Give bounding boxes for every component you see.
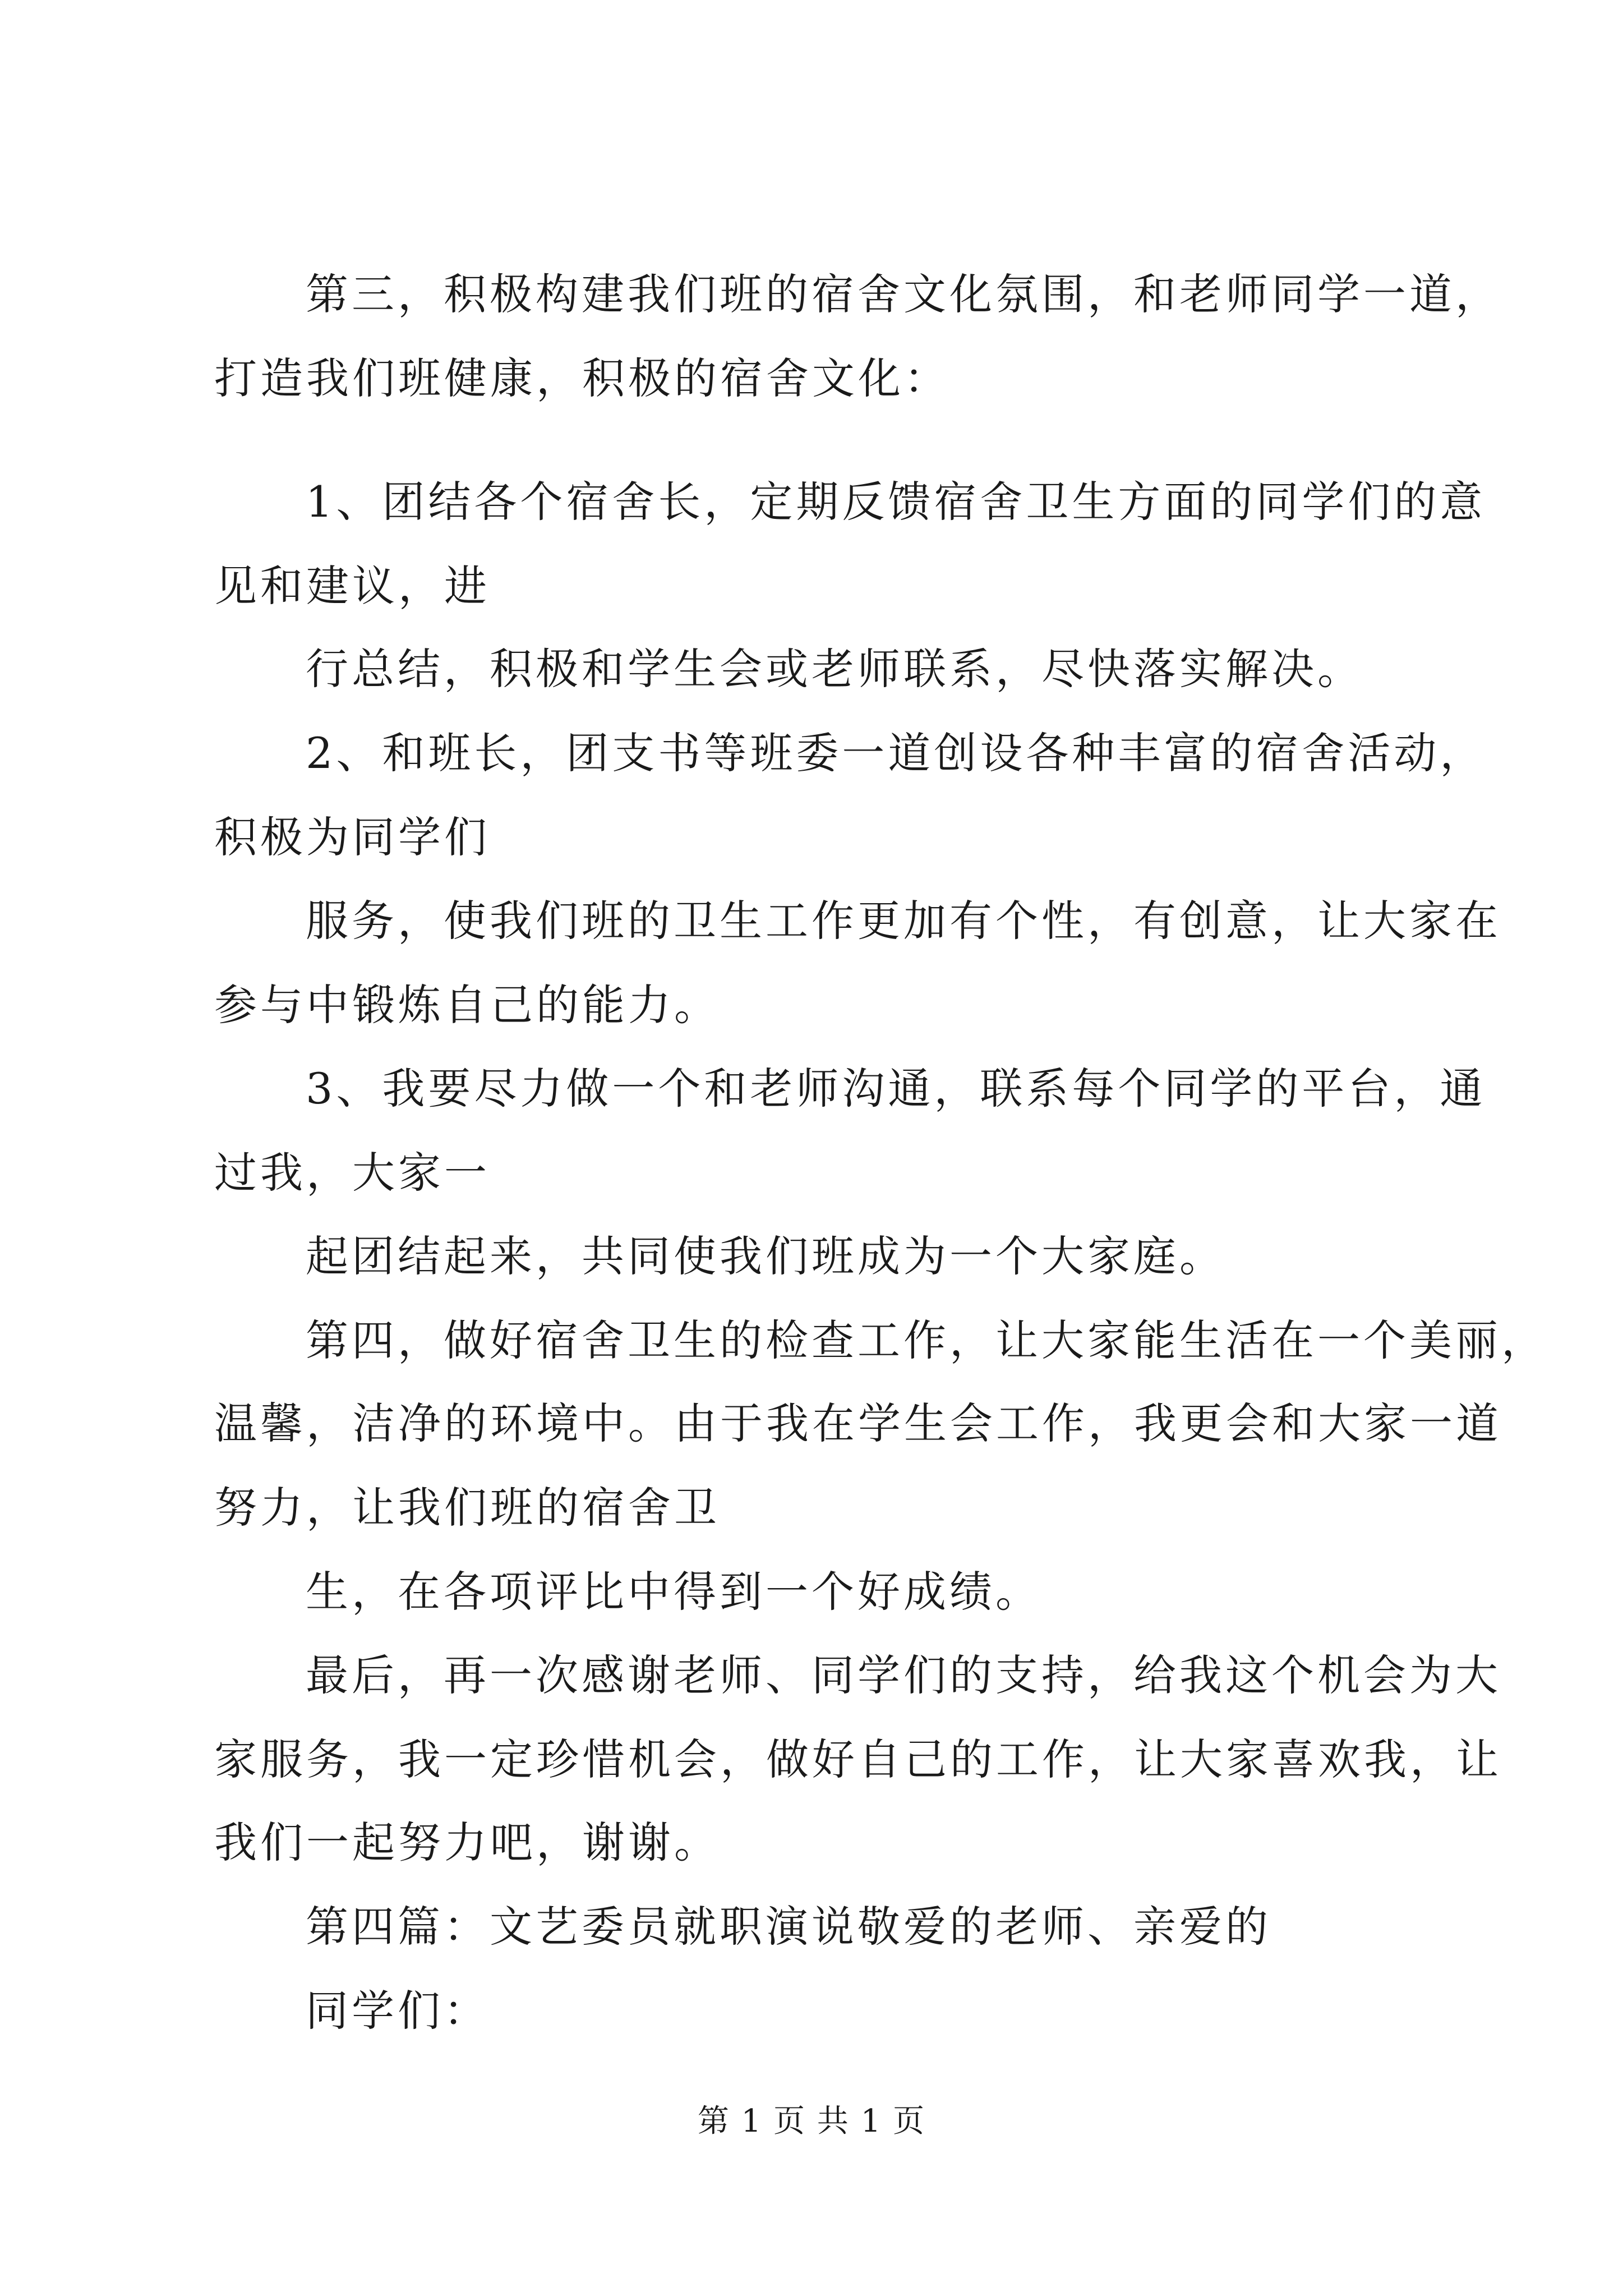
paragraph-line: 服务，使我们班的卫生工作更加有个性，有创意，让大家在 <box>306 896 1501 946</box>
section-heading-line: 第四篇：文艺委员就职演说敬爱的老师、亲爱的 <box>306 1902 1271 1952</box>
page-number-footer: 第 1 页 共 1 页 <box>697 2103 926 2139</box>
paragraph-line: 温馨，洁净的环境中。由于我在学生会工作，我更会和大家一道 <box>214 1398 1502 1448</box>
paragraph-line: 家服务，我一定珍惜机会，做好自己的工作，让大家喜欢我，让 <box>214 1734 1502 1784</box>
paragraph-line: 行总结，积极和学生会或老师联系，尽快落实解决。 <box>306 644 1363 694</box>
paragraph-line: 生，在各项评比中得到一个好成绩。 <box>306 1567 1041 1617</box>
paragraph-line: 过我，大家一 <box>214 1148 490 1198</box>
paragraph-line: 第四，做好宿舍卫生的检查工作，让大家能生活在一个美丽， <box>306 1315 1547 1365</box>
paragraph-line: 最后，再一次感谢老师、同学们的支持，给我这个机会为大 <box>306 1650 1501 1700</box>
paragraph-line: 起团结起来，共同使我们班成为一个大家庭。 <box>306 1231 1225 1281</box>
paragraph-line: 我们一起努力吧，谢谢。 <box>214 1818 720 1867</box>
paragraph-line: 参与中锻炼自己的能力。 <box>214 980 720 1030</box>
paragraph-line: 见和建议，进 <box>214 561 490 611</box>
paragraph-line: 2、和班长，团支书等班委一道创设各种丰富的宿舍活动， <box>306 728 1486 778</box>
paragraph-line: 努力，让我们班的宿舍卫 <box>214 1483 720 1533</box>
paragraph-line: 打造我们班健康，积极的宿舍文化： <box>214 353 950 403</box>
paragraph-line: 第三，积极构建我们班的宿舍文化氛围，和老师同学一道， <box>306 269 1501 319</box>
paragraph-line: 同学们： <box>306 1986 490 2036</box>
paragraph-line: 3、我要尽力做一个和老师沟通，联系每个同学的平台，通 <box>306 1064 1486 1114</box>
paragraph-line: 积极为同学们 <box>214 812 490 862</box>
paragraph-line: 1、团结各个宿舍长，定期反馈宿舍卫生方面的同学们的意 <box>306 477 1486 527</box>
